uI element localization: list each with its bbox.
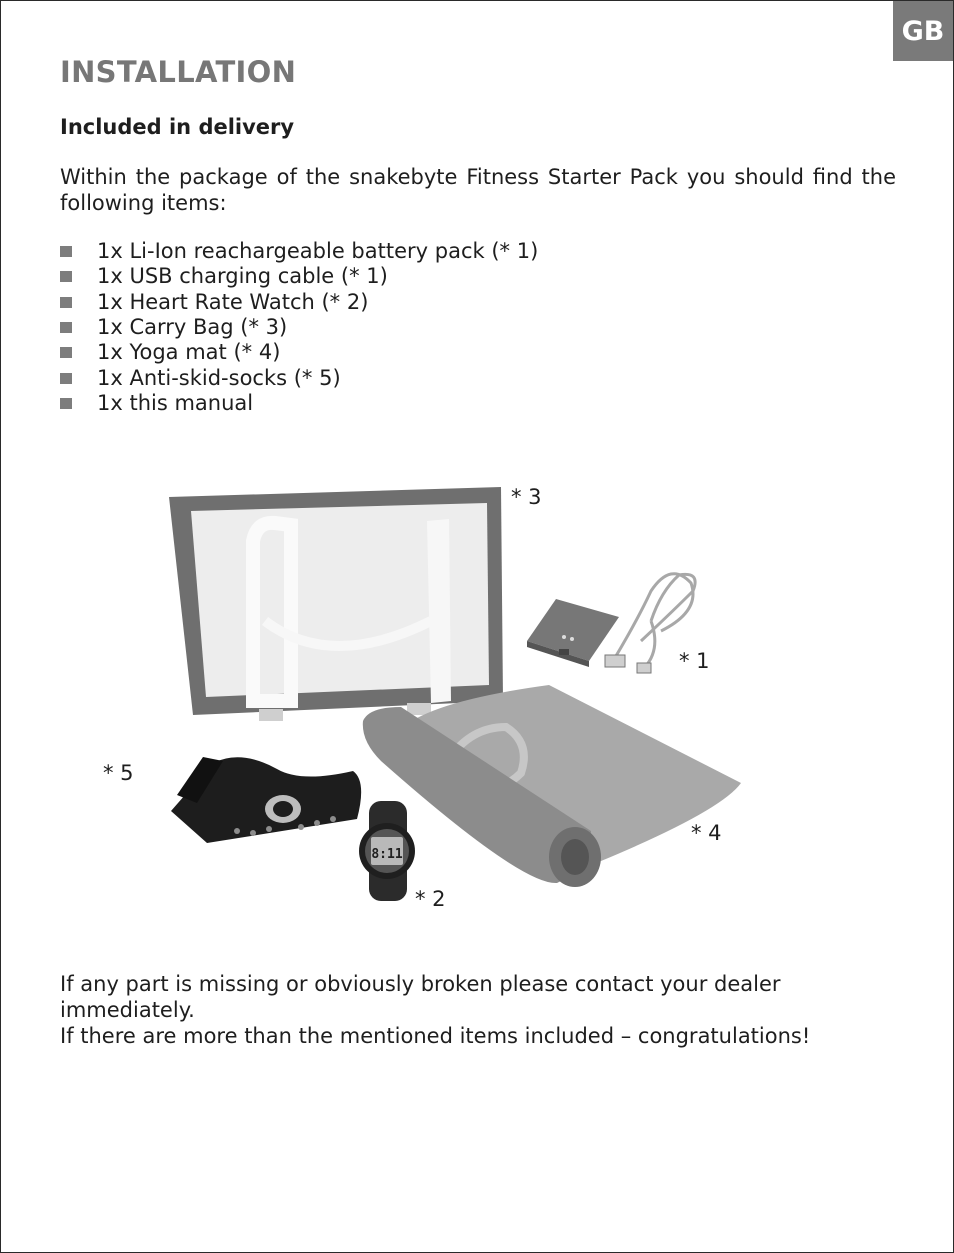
list-item-label: 1x USB charging cable (* 1) <box>97 264 388 289</box>
yoga-mat-icon <box>363 685 741 887</box>
intro-paragraph: Within the package of the snakebyte Fitness Starter Pack you should find the following items: <box>60 165 896 215</box>
list-item <box>60 239 538 264</box>
square-bullet-icon <box>60 246 72 257</box>
callout-label-bag: * 3 <box>511 485 542 509</box>
list-item <box>60 340 538 365</box>
section-heading: Included in delivery <box>60 115 295 139</box>
callout-label-mat: * 4 <box>691 821 722 845</box>
package-contents-illustration <box>1 471 954 931</box>
anti-skid-socks-icon <box>171 757 361 843</box>
watch-display-time: 8:11 <box>371 847 403 862</box>
delivery-items-list <box>60 239 538 416</box>
heart-rate-watch-icon <box>359 801 415 901</box>
list-item-label: 1x Carry Bag (* 3) <box>97 315 288 340</box>
square-bullet-icon <box>60 322 72 333</box>
page-title: INSTALLATION <box>60 55 297 89</box>
list-item <box>60 391 538 416</box>
callout-label-battery-cable: * 1 <box>679 649 710 673</box>
footer-line: If any part is missing or obviously broken please contact your dealer immediately. <box>60 972 781 1022</box>
list-item-label: 1x Yoga mat (* 4) <box>97 340 281 365</box>
footer-line: If there are more than the mentioned items included – congratulations! <box>60 1024 811 1048</box>
square-bullet-icon <box>60 398 72 409</box>
callout-label-watch: * 2 <box>415 887 446 911</box>
language-code: GB <box>901 15 945 47</box>
list-item <box>60 264 538 289</box>
footer-note <box>60 971 920 1049</box>
language-tab <box>893 1 953 61</box>
square-bullet-icon <box>60 271 72 282</box>
list-item-label: 1x Anti-skid-socks (* 5) <box>97 365 341 390</box>
list-item-label: 1x Li-Ion reachargeable battery pack (* 1) <box>97 239 539 264</box>
carry-bag-icon <box>169 487 503 721</box>
square-bullet-icon <box>60 347 72 358</box>
list-item <box>60 290 538 315</box>
square-bullet-icon <box>60 373 72 384</box>
callout-label-socks: * 5 <box>103 761 134 785</box>
list-item <box>60 315 538 340</box>
list-item <box>60 365 538 390</box>
list-item-label: 1x this manual <box>97 390 254 415</box>
square-bullet-icon <box>60 297 72 308</box>
list-item-label: 1x Heart Rate Watch (* 2) <box>97 289 369 314</box>
